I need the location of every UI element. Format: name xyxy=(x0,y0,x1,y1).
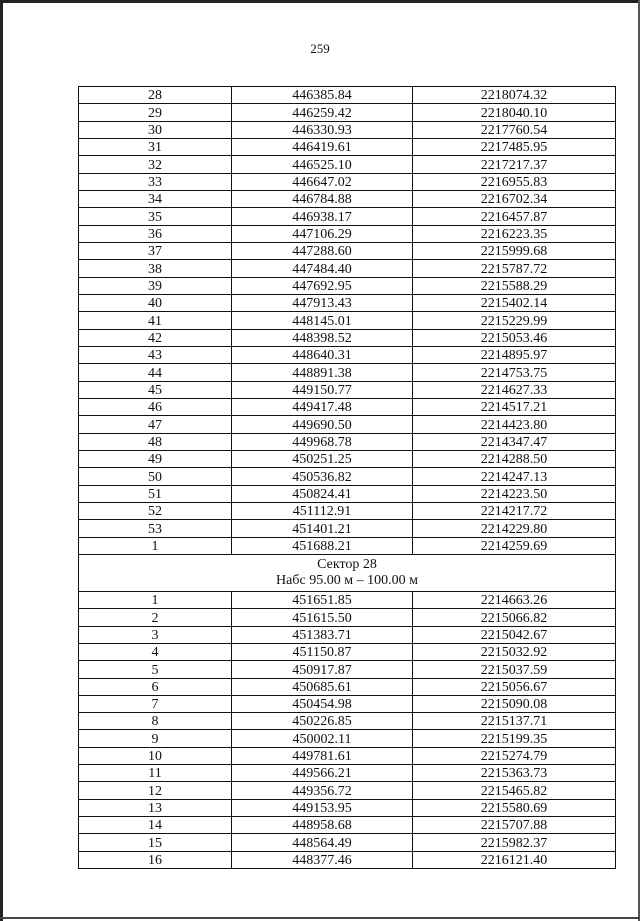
table-row xyxy=(79,104,616,121)
point-number-cell: 13 xyxy=(79,799,232,816)
point-number-cell: 11 xyxy=(79,765,232,782)
y-coordinate-cell: 2215056.67 xyxy=(413,678,616,695)
y-coordinate-cell: 2215787.72 xyxy=(413,260,616,277)
x-coordinate-cell: 450454.98 xyxy=(232,695,413,712)
point-number-cell: 36 xyxy=(79,225,232,242)
x-coordinate-cell: 447913.43 xyxy=(232,294,413,311)
point-number-cell: 38 xyxy=(79,260,232,277)
point-number-cell: 32 xyxy=(79,156,232,173)
table-row xyxy=(79,502,616,519)
x-coordinate-cell: 448958.68 xyxy=(232,817,413,834)
point-number-cell: 5 xyxy=(79,661,232,678)
y-coordinate-cell: 2215999.68 xyxy=(413,242,616,259)
point-number-cell: 30 xyxy=(79,121,232,138)
table-row xyxy=(79,225,616,242)
table-row xyxy=(79,190,616,207)
y-coordinate-cell: 2215274.79 xyxy=(413,747,616,764)
table-row xyxy=(79,626,616,643)
table-row xyxy=(79,782,616,799)
x-coordinate-cell: 450824.41 xyxy=(232,485,413,502)
x-coordinate-cell: 449690.50 xyxy=(232,416,413,433)
table-row xyxy=(79,173,616,190)
point-number-cell: 53 xyxy=(79,520,232,537)
y-coordinate-cell: 2217760.54 xyxy=(413,121,616,138)
x-coordinate-cell: 449781.61 xyxy=(232,747,413,764)
scan-border-left xyxy=(0,0,3,921)
table-row xyxy=(79,277,616,294)
y-coordinate-cell: 2215982.37 xyxy=(413,834,616,851)
x-coordinate-cell: 449150.77 xyxy=(232,381,413,398)
section-header-row xyxy=(79,554,616,591)
x-coordinate-cell: 446419.61 xyxy=(232,138,413,155)
x-coordinate-cell: 447106.29 xyxy=(232,225,413,242)
scan-border-top xyxy=(0,0,640,3)
x-coordinate-cell: 448564.49 xyxy=(232,834,413,851)
table-row xyxy=(79,537,616,554)
table-row xyxy=(79,730,616,747)
table-row xyxy=(79,799,616,816)
x-coordinate-cell: 451383.71 xyxy=(232,626,413,643)
coordinates-table-part-2 xyxy=(79,591,616,868)
x-coordinate-cell: 451615.50 xyxy=(232,609,413,626)
point-number-cell: 2 xyxy=(79,609,232,626)
point-number-cell: 39 xyxy=(79,277,232,294)
y-coordinate-cell: 2215363.73 xyxy=(413,765,616,782)
x-coordinate-cell: 448377.46 xyxy=(232,851,413,868)
x-coordinate-cell: 449153.95 xyxy=(232,799,413,816)
section-title: Сектор 28 xyxy=(317,557,377,573)
x-coordinate-cell: 446259.42 xyxy=(232,104,413,121)
point-number-cell: 51 xyxy=(79,485,232,502)
x-coordinate-cell: 450917.87 xyxy=(232,661,413,678)
table-row xyxy=(79,661,616,678)
y-coordinate-cell: 2214423.80 xyxy=(413,416,616,433)
page-number: 259 xyxy=(310,41,330,56)
x-coordinate-cell: 446525.10 xyxy=(232,156,413,173)
x-coordinate-cell: 449356.72 xyxy=(232,782,413,799)
point-number-cell: 49 xyxy=(79,450,232,467)
y-coordinate-cell: 2215465.82 xyxy=(413,782,616,799)
point-number-cell: 6 xyxy=(79,678,232,695)
x-coordinate-cell: 447288.60 xyxy=(232,242,413,259)
point-number-cell: 9 xyxy=(79,730,232,747)
y-coordinate-cell: 2214347.47 xyxy=(413,433,616,450)
y-coordinate-cell: 2214627.33 xyxy=(413,381,616,398)
x-coordinate-cell: 451651.85 xyxy=(232,591,413,608)
y-coordinate-cell: 2216457.87 xyxy=(413,208,616,225)
table-row xyxy=(79,678,616,695)
table-row xyxy=(79,520,616,537)
scan-border-bottom xyxy=(0,917,640,919)
y-coordinate-cell: 2216702.34 xyxy=(413,190,616,207)
table-row xyxy=(79,416,616,433)
point-number-cell: 15 xyxy=(79,834,232,851)
x-coordinate-cell: 450226.85 xyxy=(232,713,413,730)
point-number-cell: 42 xyxy=(79,329,232,346)
coordinates-table-part-1 xyxy=(79,87,616,555)
table-row xyxy=(79,591,616,608)
point-number-cell: 41 xyxy=(79,312,232,329)
point-number-cell: 28 xyxy=(79,87,232,104)
x-coordinate-cell: 450002.11 xyxy=(232,730,413,747)
y-coordinate-cell: 2214895.97 xyxy=(413,346,616,363)
point-number-cell: 34 xyxy=(79,190,232,207)
point-number-cell: 12 xyxy=(79,782,232,799)
x-coordinate-cell: 446784.88 xyxy=(232,190,413,207)
table-row xyxy=(79,242,616,259)
x-coordinate-cell: 448640.31 xyxy=(232,346,413,363)
point-number-cell: 31 xyxy=(79,138,232,155)
point-number-cell: 35 xyxy=(79,208,232,225)
point-number-cell: 3 xyxy=(79,626,232,643)
point-number-cell: 4 xyxy=(79,643,232,660)
table-row xyxy=(79,138,616,155)
x-coordinate-cell: 446647.02 xyxy=(232,173,413,190)
point-number-cell: 40 xyxy=(79,294,232,311)
table-row xyxy=(79,364,616,381)
point-number-cell: 10 xyxy=(79,747,232,764)
section-subtitle: Набс 95.00 м – 100.00 м xyxy=(276,573,418,589)
y-coordinate-cell: 2215053.46 xyxy=(413,329,616,346)
table-row xyxy=(79,208,616,225)
table-row xyxy=(79,121,616,138)
x-coordinate-cell: 451112.91 xyxy=(232,502,413,519)
y-coordinate-cell: 2216955.83 xyxy=(413,173,616,190)
table-row xyxy=(79,433,616,450)
y-coordinate-cell: 2216121.40 xyxy=(413,851,616,868)
table-row xyxy=(79,713,616,730)
x-coordinate-cell: 449417.48 xyxy=(232,398,413,415)
y-coordinate-cell: 2214223.50 xyxy=(413,485,616,502)
x-coordinate-cell: 451401.21 xyxy=(232,520,413,537)
x-coordinate-cell: 448891.38 xyxy=(232,364,413,381)
table-row xyxy=(79,450,616,467)
point-number-cell: 45 xyxy=(79,381,232,398)
point-number-cell: 47 xyxy=(79,416,232,433)
y-coordinate-cell: 2217485.95 xyxy=(413,138,616,155)
table-row xyxy=(79,156,616,173)
y-coordinate-cell: 2214229.80 xyxy=(413,520,616,537)
y-coordinate-cell: 2218040.10 xyxy=(413,104,616,121)
y-coordinate-cell: 2214259.69 xyxy=(413,537,616,554)
table-row xyxy=(79,643,616,660)
y-coordinate-cell: 2214663.26 xyxy=(413,591,616,608)
y-coordinate-cell: 2215588.29 xyxy=(413,277,616,294)
y-coordinate-cell: 2215707.88 xyxy=(413,817,616,834)
point-number-cell: 33 xyxy=(79,173,232,190)
x-coordinate-cell: 449968.78 xyxy=(232,433,413,450)
x-coordinate-cell: 450536.82 xyxy=(232,468,413,485)
point-number-cell: 29 xyxy=(79,104,232,121)
x-coordinate-cell: 446938.17 xyxy=(232,208,413,225)
table-row xyxy=(79,695,616,712)
x-coordinate-cell: 448398.52 xyxy=(232,329,413,346)
y-coordinate-cell: 2215229.99 xyxy=(413,312,616,329)
table-row xyxy=(79,765,616,782)
point-number-cell: 8 xyxy=(79,713,232,730)
y-coordinate-cell: 2216223.35 xyxy=(413,225,616,242)
y-coordinate-cell: 2215032.92 xyxy=(413,643,616,660)
point-number-cell: 1 xyxy=(79,537,232,554)
table-row xyxy=(79,312,616,329)
x-coordinate-cell: 451150.87 xyxy=(232,643,413,660)
x-coordinate-cell: 449566.21 xyxy=(232,765,413,782)
table-row xyxy=(79,817,616,834)
x-coordinate-cell: 446385.84 xyxy=(232,87,413,104)
x-coordinate-cell: 448145.01 xyxy=(232,312,413,329)
table-row xyxy=(79,381,616,398)
table-row xyxy=(79,468,616,485)
y-coordinate-cell: 2214217.72 xyxy=(413,502,616,519)
x-coordinate-cell: 447692.95 xyxy=(232,277,413,294)
y-coordinate-cell: 2214753.75 xyxy=(413,364,616,381)
x-coordinate-cell: 447484.40 xyxy=(232,260,413,277)
table-row xyxy=(79,329,616,346)
point-number-cell: 52 xyxy=(79,502,232,519)
x-coordinate-cell: 450685.61 xyxy=(232,678,413,695)
table-row xyxy=(79,398,616,415)
y-coordinate-cell: 2217217.37 xyxy=(413,156,616,173)
section-header-group xyxy=(79,554,616,591)
table-row xyxy=(79,87,616,104)
y-coordinate-cell: 2214247.13 xyxy=(413,468,616,485)
coordinates-table xyxy=(78,86,616,869)
y-coordinate-cell: 2218074.32 xyxy=(413,87,616,104)
y-coordinate-cell: 2215037.59 xyxy=(413,661,616,678)
y-coordinate-cell: 2215066.82 xyxy=(413,609,616,626)
x-coordinate-cell: 450251.25 xyxy=(232,450,413,467)
y-coordinate-cell: 2215042.67 xyxy=(413,626,616,643)
point-number-cell: 1 xyxy=(79,591,232,608)
table-row xyxy=(79,346,616,363)
y-coordinate-cell: 2214517.21 xyxy=(413,398,616,415)
point-number-cell: 16 xyxy=(79,851,232,868)
table-row xyxy=(79,260,616,277)
point-number-cell: 44 xyxy=(79,364,232,381)
section-header-cell xyxy=(79,554,616,591)
point-number-cell: 48 xyxy=(79,433,232,450)
y-coordinate-cell: 2215090.08 xyxy=(413,695,616,712)
x-coordinate-cell: 451688.21 xyxy=(232,537,413,554)
table-row xyxy=(79,747,616,764)
table-row xyxy=(79,834,616,851)
y-coordinate-cell: 2214288.50 xyxy=(413,450,616,467)
point-number-cell: 37 xyxy=(79,242,232,259)
point-number-cell: 50 xyxy=(79,468,232,485)
y-coordinate-cell: 2215199.35 xyxy=(413,730,616,747)
point-number-cell: 46 xyxy=(79,398,232,415)
table-row xyxy=(79,851,616,868)
y-coordinate-cell: 2215402.14 xyxy=(413,294,616,311)
y-coordinate-cell: 2215137.71 xyxy=(413,713,616,730)
x-coordinate-cell: 446330.93 xyxy=(232,121,413,138)
point-number-cell: 43 xyxy=(79,346,232,363)
table-row xyxy=(79,485,616,502)
point-number-cell: 14 xyxy=(79,817,232,834)
table-row xyxy=(79,609,616,626)
y-coordinate-cell: 2215580.69 xyxy=(413,799,616,816)
table-row xyxy=(79,294,616,311)
point-number-cell: 7 xyxy=(79,695,232,712)
